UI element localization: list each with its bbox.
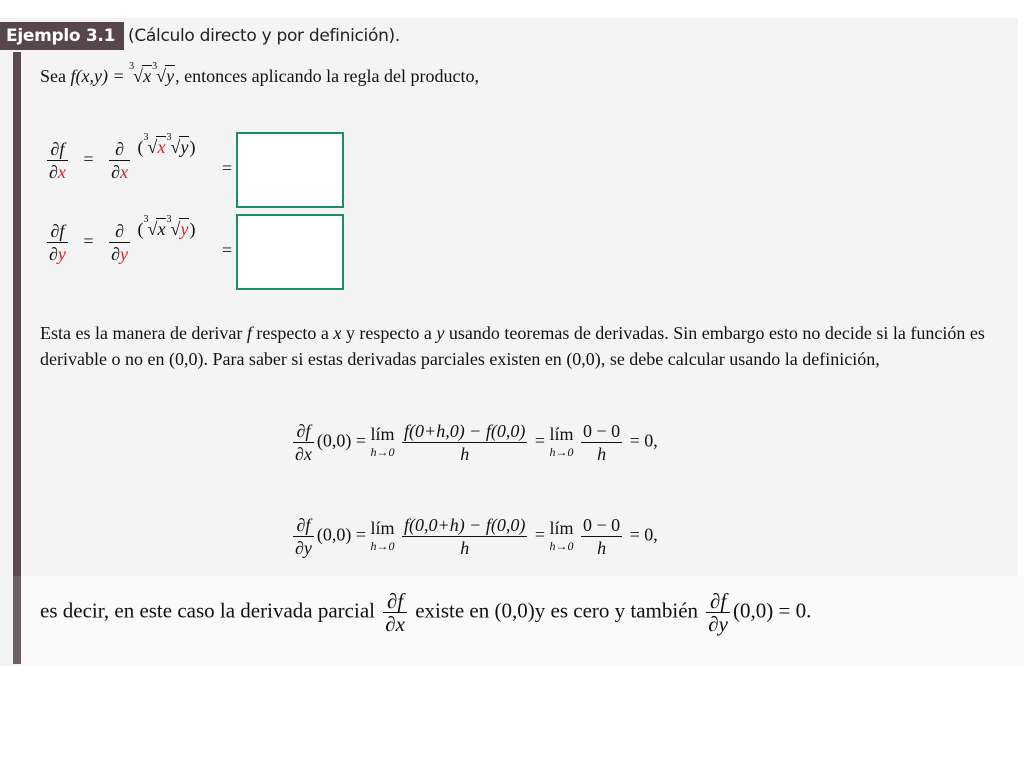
definition-y: $\frac{\partial f}{\partial y}$ (0,0) = lím h→0 $\frac{f(0,0+h) - f(0,0)}{h}$ = lím h→0 $\frac{0 - 0}{h}$ = 0,	[295, 515, 658, 558]
answer-box-dfdx[interactable]	[236, 132, 344, 208]
intro-sea: Sea	[40, 66, 66, 86]
intro-rest: , entonces aplicando la regla del producto,	[175, 66, 480, 86]
eq-x: =	[222, 158, 233, 178]
answer-box-dfdy[interactable]	[236, 214, 344, 290]
product-x: ( 3 √ x 3 √ y)	[137, 131, 196, 157]
eq-y: =	[222, 240, 233, 260]
deriv-x-line: $\frac{\partial f}{\partial x}$ = $\frac{\partial}{\partial x}$ ( 3 √ x 3 √ y)	[49, 131, 196, 182]
d-dy-operator: $\frac{\partial}{\partial y}$	[111, 221, 128, 264]
example-title: (Cálculo directo y por definición).	[128, 26, 400, 46]
cube-root-x: 3 √ x	[129, 61, 152, 86]
df-dy-fraction: $\frac{\partial f}{\partial y}$	[49, 221, 66, 264]
conclusion-line: es decir, en este caso la derivada parcial $\frac{\partial f}{\partial x}$ existe en (0,0)y es cero y también $\frac{\partial f}{\partial y}$ (0,0) = 0.	[40, 589, 812, 636]
product-y: ( 3 √ x 3 √ y)	[137, 213, 196, 239]
limit-x: lím h→0	[370, 423, 395, 459]
explanation-paragraph: Esta es la manera de derivar f respecto a x y respecto a y usando teoremas de derivadas. Sin embargo esto no decide si la función es derivable o no en (0,0). Para saber si estas derivadas parciales existen en (0,0), se debe calcular usando la definición,	[40, 323, 985, 369]
d-dx-operator: $\frac{\partial}{\partial x}$	[111, 139, 128, 182]
df-dx-fraction: $\frac{\partial f}{\partial x}$	[49, 139, 66, 182]
intro-func: f(x,y) =	[70, 66, 125, 86]
limit-y: lím h→0	[370, 517, 395, 553]
left-margin-bar-lower	[13, 576, 21, 664]
left-margin-bar	[13, 52, 21, 664]
intro-line	[40, 61, 480, 87]
example-tag: Ejemplo 3.1	[0, 22, 124, 50]
deriv-y-line: $\frac{\partial f}{\partial y}$ = $\frac{\partial}{\partial y}$ ( 3 √ x 3 √ y)	[49, 213, 196, 264]
cube-root-y: 3 √ y	[152, 61, 175, 86]
definition-x: $\frac{\partial f}{\partial x}$ (0,0) = lím h→0 $\frac{f(0+h,0) - f(0,0)}{h}$ = lím h→0 $\frac{0 - 0}{h}$ = 0,	[295, 421, 658, 464]
